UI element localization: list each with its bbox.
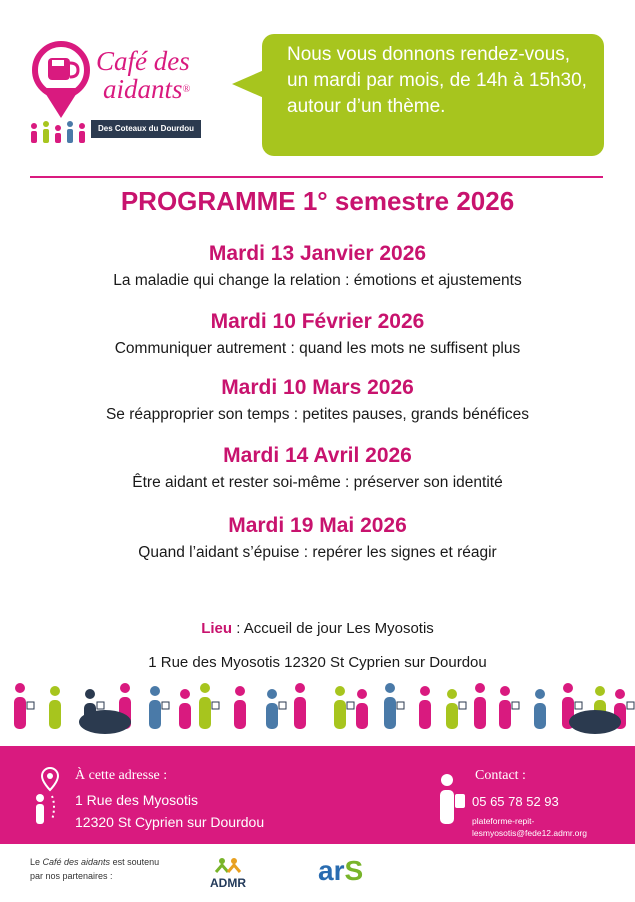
people-illustration	[0, 672, 635, 742]
address-heading: À cette adresse :	[75, 768, 168, 783]
partners-text: Le Café des aidants est soutenu par nos partenaires :	[30, 857, 160, 881]
person-body	[149, 700, 161, 729]
person-body	[49, 700, 61, 729]
coffee-cup-icon	[97, 702, 104, 709]
person-head	[420, 686, 430, 696]
contact-email-line1[interactable]: plateforme-repit-	[472, 816, 535, 826]
person-body	[419, 700, 431, 729]
person-head	[563, 683, 573, 693]
person-head	[500, 686, 510, 696]
person-head	[535, 689, 545, 699]
location-pin-icon	[30, 766, 70, 826]
event-1	[0, 242, 635, 290]
person-head	[50, 686, 60, 696]
person-body	[294, 697, 306, 729]
ars-s: S	[344, 855, 364, 886]
coffee-cup-icon	[512, 702, 519, 709]
coffee-cup-icon	[459, 702, 466, 709]
location-separator: :	[232, 620, 244, 637]
event-date: Mardi 19 Mai 2026	[228, 514, 407, 537]
header-divider	[30, 176, 603, 178]
event-date: Mardi 14 Avril 2026	[223, 444, 412, 467]
event-date: Mardi 13 Janvier 2026	[208, 242, 427, 265]
table-shape	[79, 710, 131, 734]
event-topic: Se réapproprier son temps : petites pauses, grands bénéfices	[105, 406, 530, 423]
person-body	[179, 703, 191, 729]
logo-title-line2: aidants®	[103, 74, 191, 104]
coffee-cup-icon	[162, 702, 169, 709]
info-bubble	[262, 34, 604, 156]
person-head	[267, 689, 277, 699]
location-label: Lieu	[201, 620, 233, 637]
coffee-cup-icon	[627, 702, 634, 709]
event-topic: La maladie qui change la relation : émotions et ajustements	[113, 272, 522, 289]
person-body	[384, 697, 396, 729]
location-line	[0, 620, 635, 637]
contact-heading: Contact :	[475, 768, 526, 783]
person-head	[385, 683, 395, 693]
bubble-tail	[232, 70, 264, 98]
person-body	[234, 700, 246, 729]
admr-figures-icon	[208, 856, 248, 876]
registered-mark: ®	[182, 84, 191, 95]
person-body	[334, 700, 346, 729]
location-name: Accueil de jour Les Myosotis	[243, 620, 434, 637]
event-2	[0, 310, 635, 358]
address-line1: 1 Rue des Myosotis	[75, 792, 198, 808]
person-head	[235, 686, 245, 696]
person-head	[150, 686, 160, 696]
person-body	[446, 703, 458, 729]
event-5	[0, 514, 635, 562]
logo-title-line1: Café des	[96, 46, 190, 76]
person-head	[200, 683, 210, 693]
person-head	[475, 683, 485, 693]
event-3	[0, 376, 635, 424]
person-body	[356, 703, 368, 729]
logo-subtitle: Des Coteaux du Dourdou	[91, 120, 201, 138]
event-date: Mardi 10 Février 2026	[210, 310, 425, 333]
event-topic: Être aidant et rester soi-même : préserver son identité	[132, 474, 503, 491]
coffee-cup-icon	[397, 702, 404, 709]
person-body	[534, 703, 546, 729]
person-body	[266, 703, 278, 729]
person-head	[595, 686, 605, 696]
event-topic: Communiquer autrement : quand les mots ne suffisent plus	[114, 340, 521, 357]
person-head	[447, 689, 457, 699]
coffee-cup-icon	[279, 702, 286, 709]
ars-text: ar	[318, 855, 345, 886]
location-address: 1 Rue des Myosotis 12320 St Cyprien sur Dourdou	[148, 654, 487, 671]
person-body	[474, 697, 486, 729]
contact-person-icon	[435, 772, 471, 832]
partners-cafe-italic: Café des aidants	[42, 857, 111, 867]
ars-logo	[318, 856, 378, 896]
person-head	[615, 689, 625, 699]
coffee-cup-icon	[347, 702, 354, 709]
coffee-cup-icon	[27, 702, 34, 709]
person-head	[15, 683, 25, 693]
person-head	[335, 686, 345, 696]
table-shape	[569, 710, 621, 734]
person-head	[180, 689, 190, 699]
coffee-cup-icon	[575, 702, 582, 709]
coffee-cup-icon	[212, 702, 219, 709]
person-head	[295, 683, 305, 693]
person-head	[85, 689, 95, 699]
event-date: Mardi 10 Mars 2026	[221, 376, 414, 399]
event-topic: Quand l’aidant s’épuise : repérer les signes et réagir	[138, 544, 497, 561]
program-title: PROGRAMME 1° semestre 2026	[120, 186, 515, 216]
cafe-des-aidants-logo	[28, 40, 238, 150]
person-head	[357, 689, 367, 699]
bubble-text: Nous vous donnons rendez-vous, un mardi par mois, de 14h à 15h30, autour d’un thème.	[287, 44, 587, 117]
contact-phone[interactable]: 05 65 78 52 93	[472, 794, 559, 809]
cup-pin-icon	[28, 40, 98, 150]
admr-text: ADMR	[210, 876, 246, 890]
person-head	[120, 683, 130, 693]
event-4	[0, 444, 635, 492]
address-line2: 12320 St Cyprien sur Dourdou	[75, 814, 265, 830]
admr-logo	[198, 856, 258, 896]
person-body	[199, 697, 211, 729]
person-body	[14, 697, 26, 729]
footer-band	[0, 746, 635, 844]
contact-email-line2[interactable]: lesmyosotis@fede12.admr.org	[472, 828, 587, 838]
person-body	[499, 700, 511, 729]
